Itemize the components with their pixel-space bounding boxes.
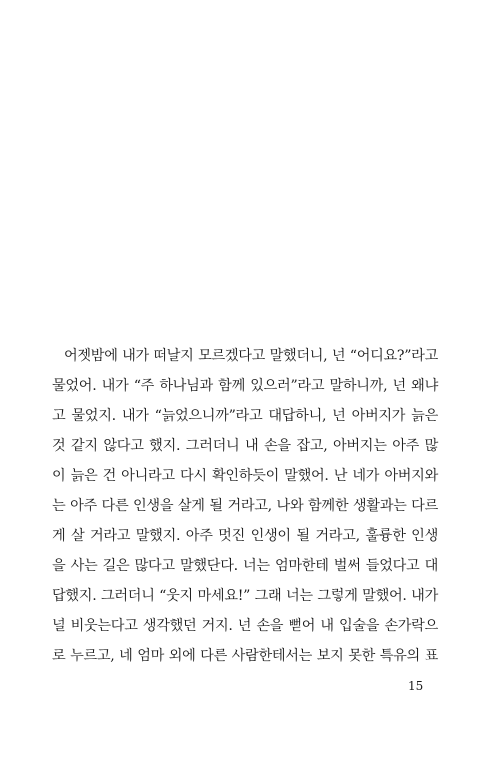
text-line: 로 누르고, 네 엄마 외에 다른 사람한테서는 보지 못한 특유의 표: [52, 648, 438, 664]
page-number: 15: [408, 679, 424, 693]
text-line: 물었어. 내가 “주 하나님과 함께 있으러”라고 말하니까, 넌 왜냐: [52, 378, 438, 394]
body-text: [52, 341, 438, 671]
text-line: 는 아주 다른 인생을 살게 될 거라고, 나와 함께한 생활과는 다르: [52, 498, 438, 514]
text-line: 어젯밤에 내가 떠날지 모르겠다고 말했더니, 넌 “어디요?”라고: [64, 348, 438, 364]
text-line: 고 물었지. 내가 “늙었으니까”라고 대답하니, 넌 아버지가 늙은: [52, 408, 438, 424]
text-line: 이 늙은 건 아니라고 다시 확인하듯이 말했어. 난 네가 아버지와: [52, 468, 438, 484]
text-line: 널 비웃는다고 생각했던 거지. 넌 손을 뻗어 내 입술을 손가락으: [52, 618, 438, 634]
text-line: 을 사는 길은 많다고 말했단다. 너는 엄마한테 벌써 들었다고 대: [52, 558, 438, 574]
text-line: 답했지. 그러더니 “웃지 마세요!” 그래 너는 그렇게 말했어. 내가: [52, 588, 438, 604]
text-line: 게 살 거라고 말했지. 아주 멋진 인생이 될 거라고, 훌륭한 인생: [52, 528, 438, 544]
text-line: 것 같지 않다고 했지. 그러더니 내 손을 잡고, 아버지는 아주 많: [52, 438, 438, 454]
